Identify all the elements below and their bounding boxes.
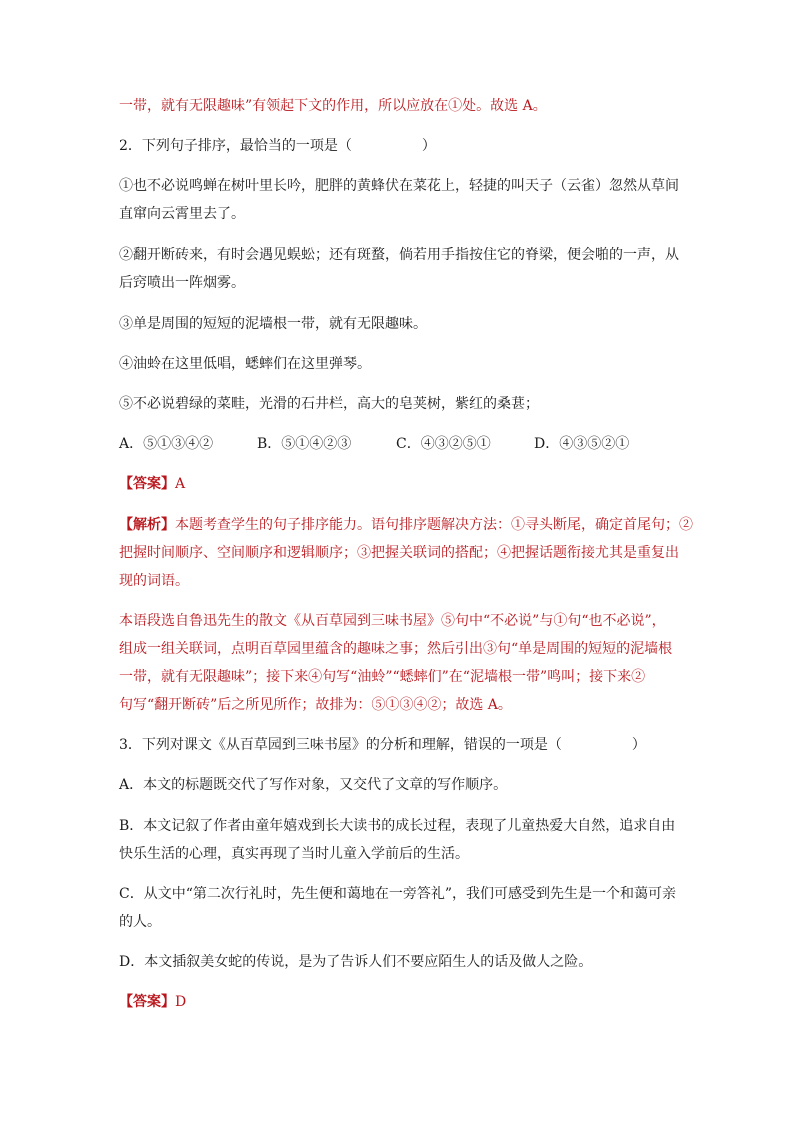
analysis-line-1 bbox=[119, 511, 693, 539]
question-3-answer bbox=[119, 988, 679, 1016]
question-3-option-c-line-2: 的人。 bbox=[119, 914, 161, 930]
question-3-option-a: A．本文的标题既交代了写作对象，又交代了文章的写作顺序。 bbox=[119, 777, 508, 793]
explanation-line-4: 句写“翻开断砖”后之所见所作；故排为：⑤①③④②；故选 A。 bbox=[119, 697, 512, 713]
question-3-stem: 3．下列对课文《从百草园到三味书屋》的分析和理解，错误的一项是（ ） bbox=[119, 737, 646, 753]
sentence-1-line-1: ①也不必说鸣蝉在树叶里长吟，肥胖的黄蜂伏在菜花上，轻捷的叫天子（云雀）忽然从草间 bbox=[119, 178, 679, 194]
question-3-option-b-line-1: B．本文记叙了作者由童年嬉戏到长大读书的成长过程，表现了儿童热爱大自然，追求自由 bbox=[119, 818, 676, 834]
explanation-line-1: 本语段选自鲁迅先生的散文《从百草园到三味书屋》⑤句中“不必说”与①句“也不必说”， bbox=[119, 613, 666, 629]
question-3-option-b-line-2: 快乐生活的心理，真实再现了当时儿童入学前后的生活。 bbox=[119, 846, 469, 862]
explanation-line-3: 一带，就有无限趣味”；接下来④句写“油蛉”“蟋蟀们”在“泥墙根一带”鸣叫；接下来② bbox=[119, 669, 646, 685]
answer-label: 【答案】 bbox=[119, 994, 175, 1010]
question-3-option-c-line-1: C．从文中“第二次行礼时，先生便和蔼地在一旁答礼”，我们可感受到先生是一个和蔼可亲 bbox=[119, 886, 677, 902]
answer-label: 【答案】 bbox=[119, 476, 175, 492]
analysis-label: 【解析】 bbox=[119, 517, 175, 533]
question-2-answer bbox=[119, 470, 679, 498]
answer-value: A bbox=[175, 476, 186, 492]
previous-analysis-tail: 一带，就有无限趣味”有领起下文的作用，所以应放在①处。故选 A。 bbox=[119, 98, 547, 114]
sentence-1-line-2: 直窜向云霄里去了。 bbox=[119, 206, 245, 222]
analysis-line-3: 现的词语。 bbox=[119, 573, 189, 589]
question-2-options bbox=[119, 430, 679, 458]
sentence-5: ⑤不必说碧绿的菜畦，光滑的石井栏，高大的皂荚树，紫红的桑葚； bbox=[119, 396, 539, 412]
option-c: C．④③②⑤① bbox=[396, 436, 491, 452]
sentence-2-line-1: ②翻开断砖来，有时会遇见蜈蚣；还有斑蝥，倘若用手指按住它的脊梁，便会啪的一声，从 bbox=[119, 247, 679, 263]
option-d: D．④③⑤②① bbox=[534, 436, 630, 452]
answer-value: D bbox=[175, 994, 187, 1010]
explanation-line-2: 组成一组关联词，点明百草园里蕴含的趣味之事；然后引出③句“单是周围的短短的泥墙根 bbox=[119, 641, 673, 657]
sentence-3: ③单是周围的短短的泥墙根一带，就有无限趣味。 bbox=[119, 316, 427, 332]
analysis-text: 本题考查学生的句子排序能力。语句排序题解决方法：①寻头断尾，确定首尾句；② bbox=[175, 517, 693, 533]
sentence-2-line-2: 后窍喷出一阵烟雾。 bbox=[119, 275, 245, 291]
sentence-4: ④油蛉在这里低唱，蟋蟀们在这里弹琴。 bbox=[119, 356, 371, 372]
option-b: B．⑤①④②③ bbox=[257, 436, 352, 452]
analysis-line-2: 把握时间顺序、空间顺序和逻辑顺序；③把握关联词的搭配；④把握话题衔接尤其是重复出 bbox=[119, 545, 679, 561]
option-a: A．⑤①③④② bbox=[119, 436, 214, 452]
question-3-option-d: D．本文插叙美女蛇的传说，是为了告诉人们不要应陌生人的话及做人之险。 bbox=[119, 954, 593, 970]
question-2-stem: 2．下列句子排序，最恰当的一项是（ ） bbox=[119, 138, 436, 154]
